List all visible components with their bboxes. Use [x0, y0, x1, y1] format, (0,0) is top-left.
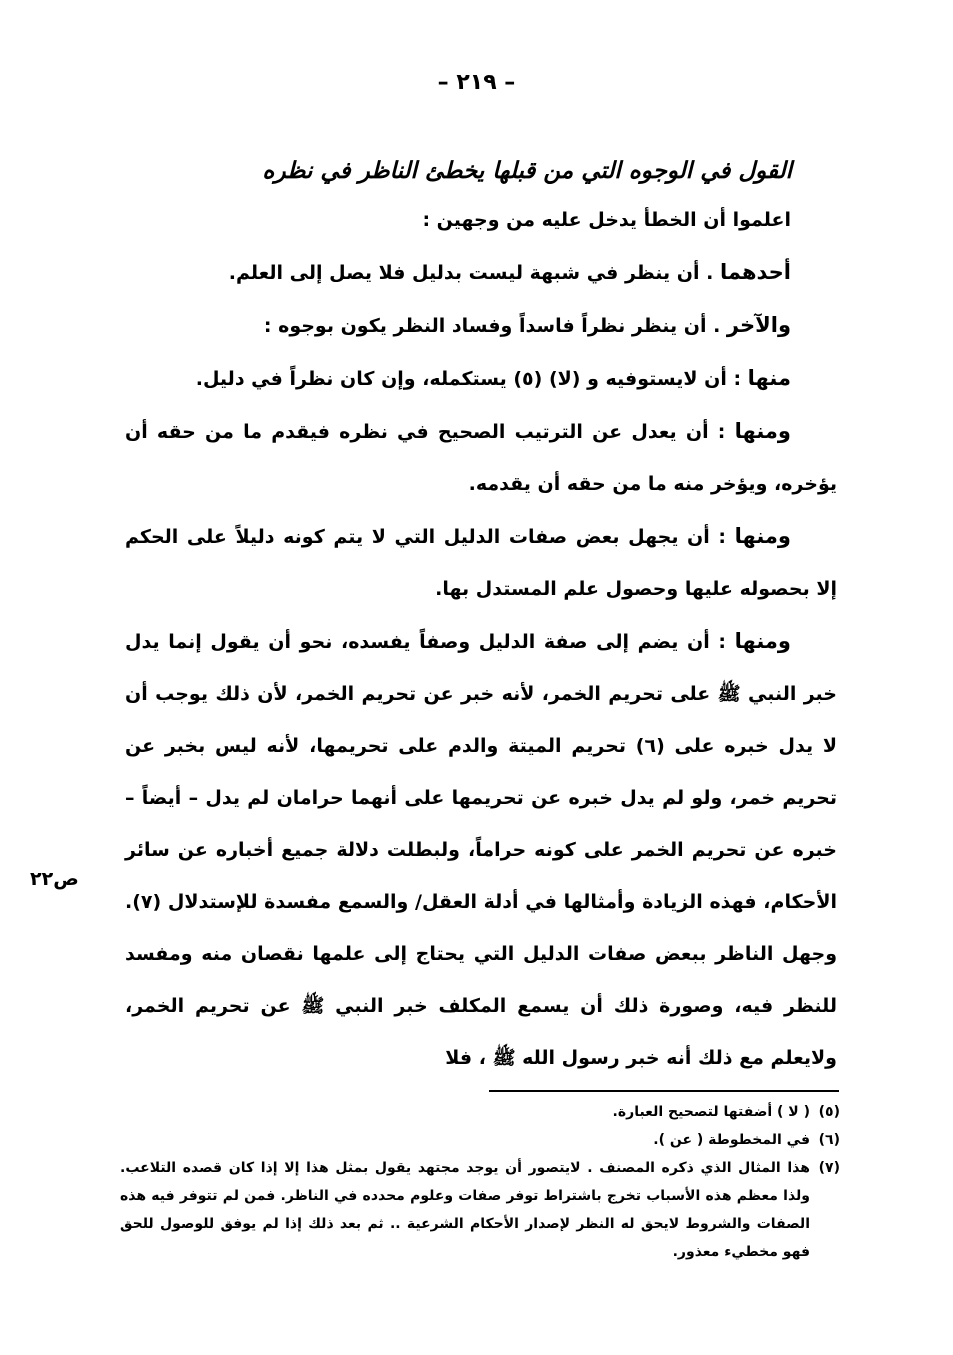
- paragraph-text: . أن ينظر في شبهة ليست بدليل فلا يصل إلى العلم.: [228, 262, 720, 284]
- footnote: [120, 1154, 840, 1266]
- paragraph: [125, 510, 837, 615]
- paragraph: [125, 615, 837, 1084]
- footnote-divider: [489, 1090, 839, 1092]
- paragraph-text: . أن ينظر نظراً فاسداً وفساد النظر يكون بوجوه :: [263, 315, 727, 337]
- paragraph: [125, 299, 837, 352]
- footnote-text: ( لا ) أضفتها لتصحيح العبارة.: [612, 1104, 810, 1120]
- margin-folio-note: ص٢٢: [30, 868, 79, 890]
- paragraph-lead: ومنها: [734, 629, 791, 653]
- footnotes: [120, 1098, 840, 1266]
- paragraph-lead: والآخر: [726, 313, 791, 337]
- footnote-number: (٥): [818, 1104, 840, 1120]
- paragraph-lead: ومنها: [734, 419, 791, 443]
- section-heading: القول في الوجوه التي من قبلها يخطئ الناظر في نظره: [262, 158, 792, 184]
- paragraph-lead: ومنها: [734, 524, 791, 548]
- footnote-number: (٧): [818, 1160, 840, 1176]
- paragraph-lead: أحدهما: [720, 260, 791, 284]
- footnote-text: هذا المثال الذي ذكره المصنف . لايتصور أن يوجد مجتهد يقول بمثل هذا إلا إذا كان قصده التلاعب. ولذا معظم هذه الأسباب تخرج باشتراط توفر صفات وعلوم محدده في الناظر. فمن لم تتوفر فيه هذه الصفات والشروط لايحق له النظر لإصدار الأحكام الشرعية .. ثم بعد ذلك إذا لم يوفق للوصول للحق فهو مخطيء معذور.: [120, 1160, 810, 1260]
- paragraph: [125, 246, 837, 299]
- paragraph-text: : أن يجهل بعض صفات الدليل التي لا يتم كونه دليلاً على الحكم إلا بحصوله عليها وحصول علم المستدل بها.: [125, 526, 837, 600]
- paragraph-text: : أن لايستوفيه و (لا) (٥) يستكمله، وإن كان نظراً في دليل.: [195, 368, 748, 390]
- main-text: [125, 150, 837, 1084]
- paragraph-lead: منها: [747, 366, 791, 390]
- footnote: [120, 1126, 840, 1154]
- footnote: [120, 1098, 840, 1126]
- footnote-number: (٦): [818, 1132, 840, 1148]
- paragraph-text: : أن يضم إلى صفة الدليل وصفاً يفسده، نحو أن يقول إنما يدل خبر النبي ﷺ على تحريم الخمر، لأنه خبر عن تحريم الخمر، لأن ذلك يوجب أن لا يدل خبره على (٦) تحريم الميتة والدم على تحريمها، لأنه ليس بخبر عن تحريم خمر، ولو لم يدل خبره عن تحريمها على أنهما حرامان لم يدل – أيضاً – خبره عن تحريم الخمر على كونه حراماً، ولبطلت دلالة جميع أخباره عن سائر الأحكام، فهذه الزيادة وأمثالها في أدلة العقل/ والسمع مفسدة للإستدلال (٧). وجهل الناظر ببعض صفات الدليل التي يحتاج إلى علمها نقصان منه ومفسد للنظر فيه، وصورة ذلك أن يسمع المكلف خبر النبي ﷺ عن تحريم الخمر، ولايعلم مع ذلك أنه خبر رسول الله ﷺ ، فلا: [125, 631, 838, 1069]
- paragraph-text: اعلموا أن الخطأ يدخل عليه من وجهين :: [422, 209, 791, 231]
- paragraph: [125, 194, 837, 246]
- paragraph: [125, 352, 837, 405]
- paragraph-text: : أن يعدل عن الترتيب الصحيح في نظره فيقدم ما من حقه أن يؤخره، ويؤخر منه ما من حقه أن يقدمه.: [125, 421, 837, 495]
- footnote-text: في المخطوطة ( عن ).: [653, 1132, 810, 1148]
- page-number: – ٢١٩ –: [437, 70, 516, 95]
- paragraph: [125, 405, 837, 510]
